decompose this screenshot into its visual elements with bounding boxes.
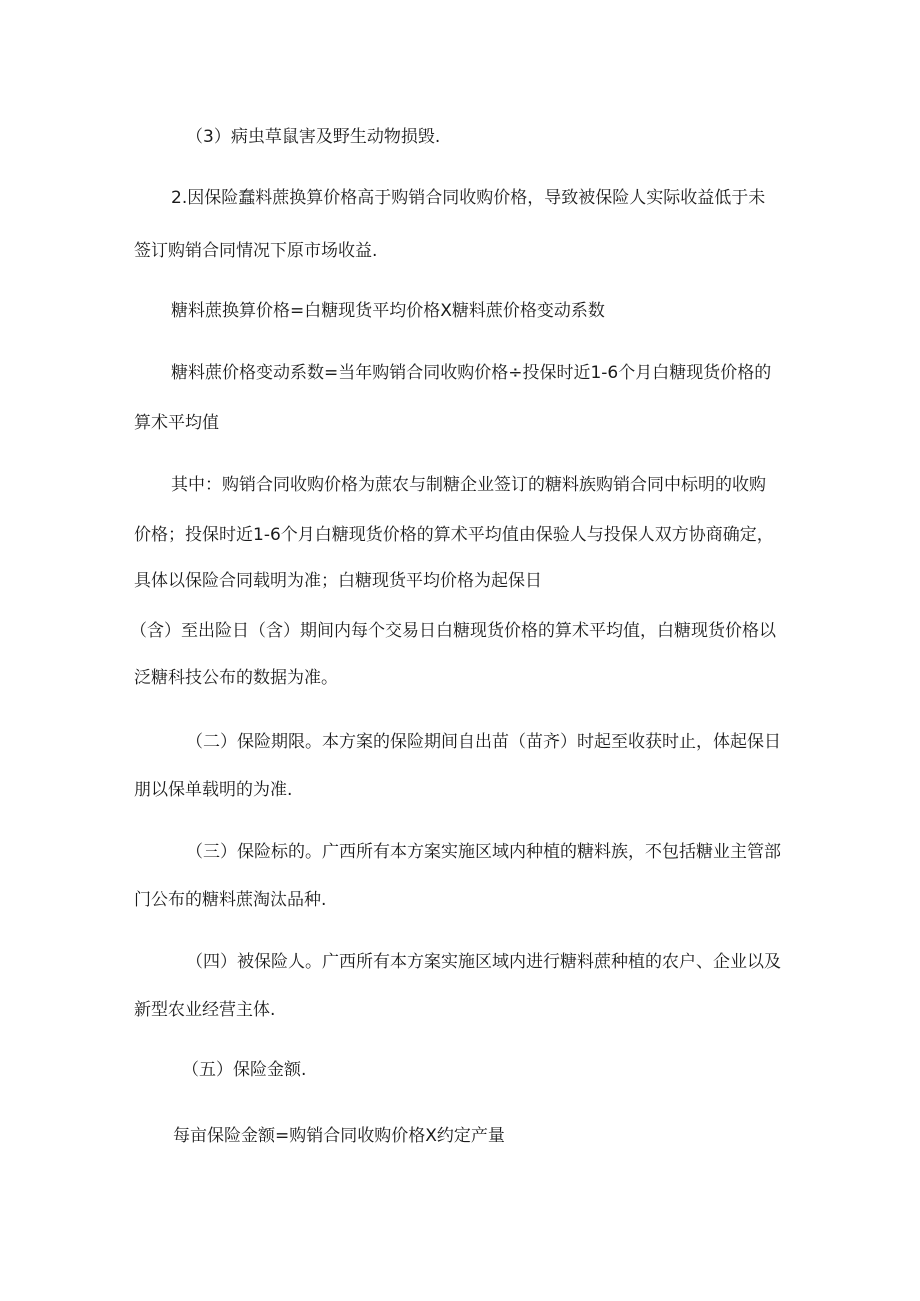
paragraph-line: 其中：购销合同收购价格为蔗农与制糖企业签订的糖料族购销合同中标明的收购 <box>171 475 766 495</box>
paragraph-line: （四）被保险人。广西所有本方案实施区域内进行糖料蔗种植的农户、企业以及 <box>186 952 781 972</box>
paragraph-line: 算术平均值 <box>134 413 219 433</box>
paragraph-line: （3）病虫草鼠害及野生动物损毁. <box>186 127 441 147</box>
paragraph-line: 2.因保险蠢料蔗换算价格高于购销合同收购价格，导致被保险人实际收益低于未 <box>171 188 766 208</box>
paragraph-line: （三）保险标的。广西所有本方案实施区域内种植的糖料族，不包括糖业主管部 <box>186 842 781 862</box>
paragraph-line: （含）至出险日（含）期间内每个交易日白糖现货价格的算术平均值，白糖现货价格以 <box>130 621 776 641</box>
paragraph-line: 新型农业经营主体. <box>134 1000 276 1020</box>
paragraph-line: 每亩保险金额=购销合同收购价格X约定产量 <box>173 1126 505 1146</box>
paragraph-line: 具体以保险合同载明为准；白糖现货平均价格为起保日 <box>134 571 542 591</box>
paragraph-line: 门公布的糖料蔗淘汰品种. <box>134 890 327 910</box>
paragraph-line: 价格；投保时近1-6个月白糖现货价格的算术平均值由保验人与投保人双方协商确定， <box>134 525 774 545</box>
paragraph-line: 签订购销合同情况下原市场收益. <box>134 241 378 261</box>
paragraph-line: （二）保险期限。本方案的保险期间自出苗（苗齐）时起至收获时止，体起保日 <box>186 732 781 752</box>
paragraph-line: 糖料蔗价格变动系数=当年购销合同收购价格÷投保时近1-6个月白糖现货价格的 <box>171 363 772 383</box>
paragraph-line: 朋以保单载明的为准. <box>134 780 293 800</box>
paragraph-line: 泛糖科技公布的数据为准。 <box>134 668 338 688</box>
paragraph-line: 糖料蔗换算价格=白糖现货平均价格X糖料蔗价格变动系数 <box>171 301 605 321</box>
paragraph-line: （五）保险金额. <box>182 1060 307 1080</box>
